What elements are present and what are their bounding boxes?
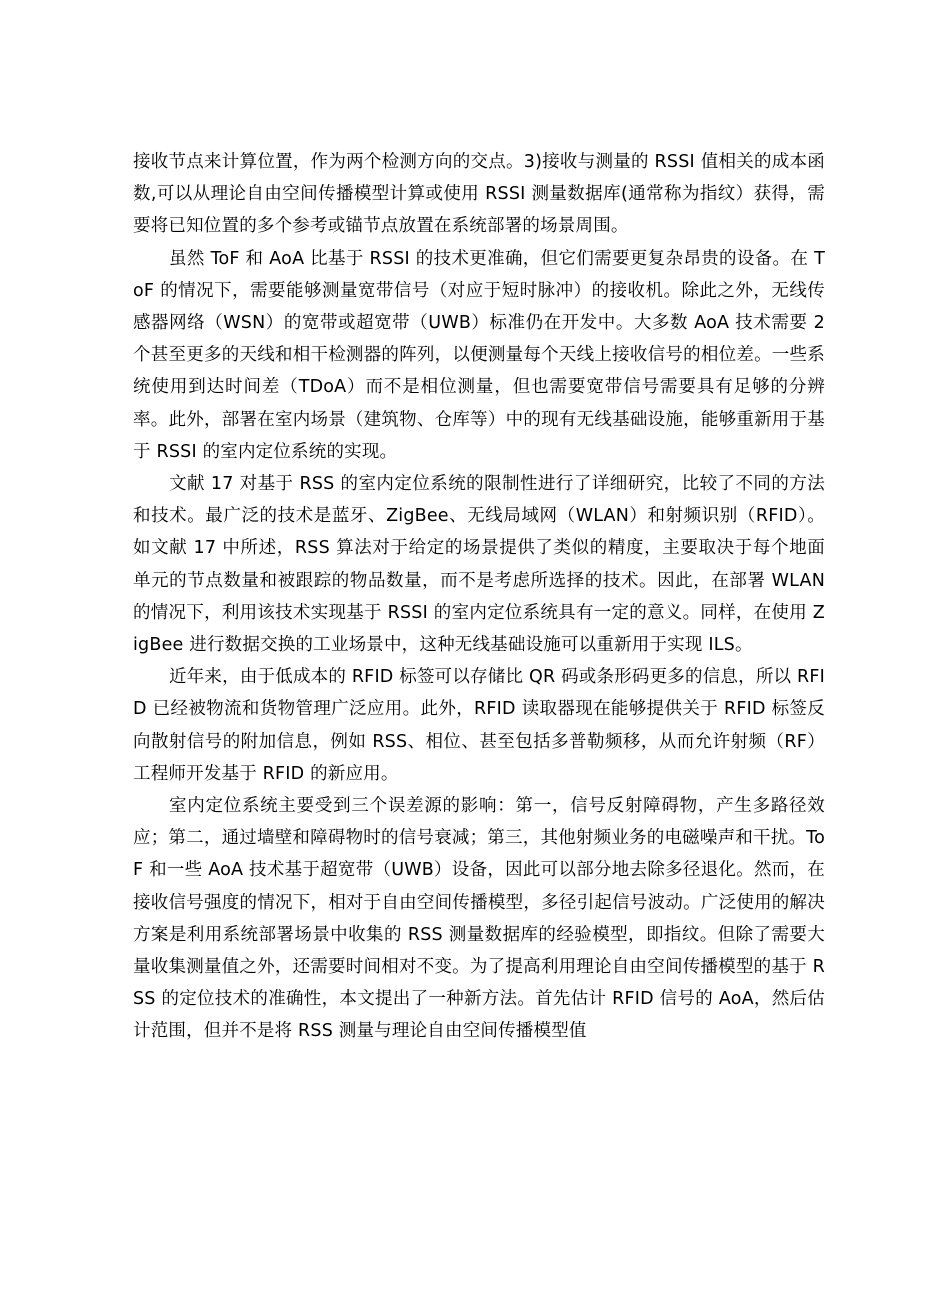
paragraph-3: 文献 17 对基于 RSS 的室内定位系统的限制性进行了详细研究，比较了不同的方法和技术。最广泛的技术是蓝牙、ZigBee、无线局域网（WLAN）和射频识别（RFID）。如文献 17 中所述，RSS 算法对于给定的场景提供了类似的精度，主要取决于每个地面单元的节点数量和被跟踪的物品数量，而不是考虑所选择的技术。因此，在部署 WLAN 的情况下，利用该技术实现基于 RSSI 的室内定位系统具有一定的意义。同样，在使用 ZigBee 进行数据交换的工业场景中，这种无线基础设施可以重新用于实现 ILS。 — [133, 474, 825, 656]
body-text — [133, 146, 825, 1048]
paragraph-4: 近年来，由于低成本的 RFID 标签可以存储比 QR 码或条形码更多的信息，所以 RFID 已经被物流和货物管理广泛应用。此外，RFID 读取器现在能够提供关于 RFID 标签反向散射信号的附加信息，例如 RSS、相位、甚至包括多普勒频移，从而允许射频（RF）工程师开发基于 RFID 的新应用。 — [133, 667, 825, 784]
paragraph-5: 室内定位系统主要受到三个误差源的影响：第一，信号反射障碍物，产生多路径效应；第二，通过墙壁和障碍物时的信号衰减；第三，其他射频业务的电磁噪声和干扰。ToF 和一些 AoA 技术基于超宽带（UWB）设备，因此可以部分地去除多径退化。然而，在接收信号强度的情况下，相对于自由空间传播模型，多径引起信号波动。广泛使用的解决方案是利用系统部署场景中收集的 RSS 测量数据库的经验模型，即指纹。但除了需要大量收集测量值之外，还需要时间相对不变。为了提高利用理论自由空间传播模型的基于 RSS 的定位技术的准确性，本文提出了一种新方法。首先估计 RFID 信号的 AoA，然后估计范围，但并不是将 RSS 测量与理论自由空间传播模型值 — [133, 796, 825, 1042]
paragraph-2: 虽然 ToF 和 AoA 比基于 RSSI 的技术更准确，但它们需要更复杂昂贵的设备。在 ToF 的情况下，需要能够测量宽带信号（对应于短时脉冲）的接收机。除此之外，无线传感器网络（WSN）的宽带或超宽带（UWB）标准仍在开发中。大多数 AoA 技术需要 2 个甚至更多的天线和相干检测器的阵列，以便测量每个天线上接收信号的相位差。一些系统使用到达时间差（TDoA）而不是相位测量，但也需要宽带信号需要具有足够的分辨率。此外，部署在室内场景（建筑物、仓库等）中的现有无线基础设施，能够重新用于基于 RSSI 的室内定位系统的实现。 — [133, 248, 825, 462]
paragraph-1: 接收节点来计算位置，作为两个检测方向的交点。3)接收与测量的 RSSI 值相关的成本函数,可以从理论自由空间传播模型计算或使用 RSSI 测量数据库(通常称为指纹）获得，需要将已知位置的多个参考或锚节点放置在系统部署的场景周围。 — [133, 152, 825, 237]
